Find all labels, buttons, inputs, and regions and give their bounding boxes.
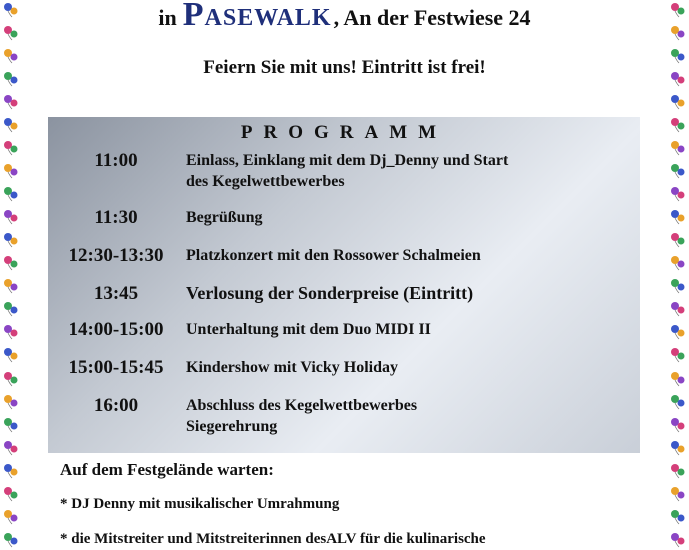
balloon-icon (3, 209, 19, 225)
balloon-icon (670, 486, 686, 502)
program-time: 13:45 (93, 283, 139, 304)
balloon-icon (670, 232, 686, 248)
program-time: 14:00-15:00 (68, 319, 164, 340)
balloon-icon (670, 440, 686, 456)
program-description-line: Abschluss des Kegelwettbewerbes (186, 397, 418, 414)
city-name: Pasewalk (182, 0, 332, 33)
balloon-icon (3, 301, 19, 317)
balloon-icon (3, 94, 19, 110)
balloon-icon (3, 347, 19, 363)
program-title: PROGRAMM (240, 122, 448, 143)
balloon-icon (670, 301, 686, 317)
balloon-icon (3, 255, 19, 271)
program-time: 15:00-15:45 (68, 357, 164, 378)
balloon-icon (670, 255, 686, 271)
program-description (186, 395, 626, 437)
program-description-line: Einlass, Einklang mit dem Dj_Denny und Start (186, 152, 509, 169)
balloon-icon (670, 140, 686, 156)
left-balloon-border (0, 0, 22, 550)
extras-item: * die Mitstreiter und Mitstreiterinnen desALV für die kulinarische (60, 531, 486, 547)
balloon-icon (670, 186, 686, 202)
balloon-icon (3, 324, 19, 340)
program-time: 11:30 (94, 207, 138, 228)
balloon-icon (3, 417, 19, 433)
event-location-headline (0, 0, 689, 33)
balloon-icon (670, 417, 686, 433)
program-description (186, 283, 626, 304)
balloon-icon (670, 532, 686, 548)
program-description-line: Verlosung der Sonderpreise (Eintritt) (186, 283, 474, 303)
program-description (186, 207, 626, 228)
program-description (186, 319, 626, 340)
extras-item: * DJ Denny mit musikalischer Umrahmung (60, 496, 340, 512)
balloon-icon (3, 186, 19, 202)
balloon-icon (670, 394, 686, 410)
balloon-icon (670, 117, 686, 133)
balloon-icon (3, 394, 19, 410)
program-description (186, 150, 626, 192)
balloon-icon (670, 94, 686, 110)
program-description-line: des Kegelwettbewerbes (186, 173, 345, 190)
program-description (186, 357, 626, 378)
balloon-icon (670, 209, 686, 225)
balloon-icon (670, 371, 686, 387)
program-description-line: Platzkonzert mit den Rossower Schalmeien (186, 247, 481, 264)
balloon-icon (3, 163, 19, 179)
headline-prefix: in (158, 5, 177, 30)
balloon-icon (670, 278, 686, 294)
balloon-icon (3, 371, 19, 387)
program-time: 12:30-13:30 (68, 245, 164, 266)
right-balloon-border (667, 0, 689, 550)
subtitle: Feiern Sie mit uns! Eintritt ist frei! (203, 57, 486, 78)
balloon-icon (3, 278, 19, 294)
balloon-icon (670, 509, 686, 525)
program-description (186, 245, 626, 266)
program-time: 11:00 (94, 150, 138, 171)
program-time: 16:00 (93, 395, 139, 416)
balloon-icon (3, 232, 19, 248)
balloon-icon (3, 486, 19, 502)
balloon-icon (670, 324, 686, 340)
balloon-icon (3, 117, 19, 133)
program-description-line: Unterhaltung mit dem Duo MIDI II (186, 321, 431, 338)
balloon-icon (3, 463, 19, 479)
program-description-line: Siegerehrung (186, 418, 278, 435)
extras-heading: Auf dem Festgelände warten: (60, 460, 274, 479)
program-box (48, 117, 640, 453)
balloon-icon (3, 140, 19, 156)
balloon-icon (3, 532, 19, 548)
balloon-icon (3, 509, 19, 525)
balloon-icon (3, 440, 19, 456)
address: , An der Festwiese 24 (333, 5, 531, 30)
balloon-icon (670, 163, 686, 179)
program-description-line: Begrüßung (186, 209, 263, 226)
balloon-icon (670, 347, 686, 363)
program-description-line: Kindershow mit Vicky Holiday (186, 359, 399, 376)
balloon-icon (670, 463, 686, 479)
